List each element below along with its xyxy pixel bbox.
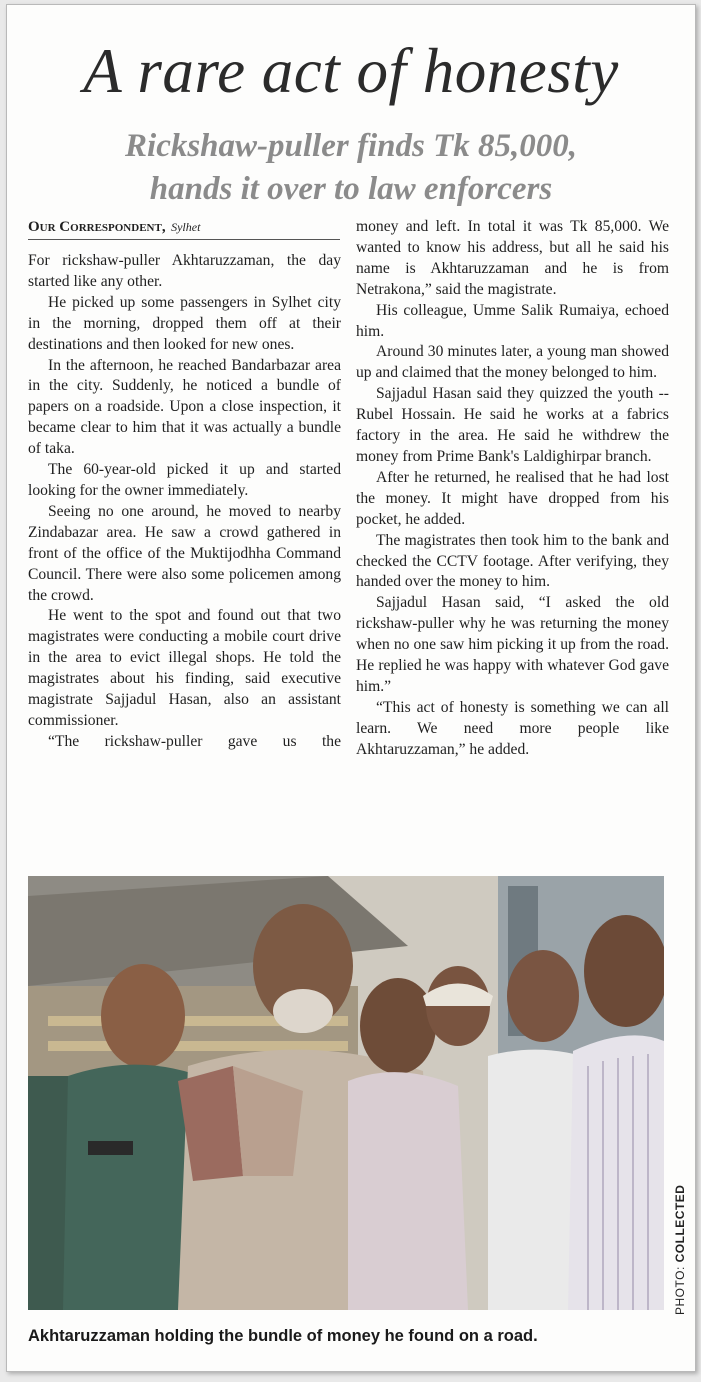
article-paragraph: His colleague, Umme Salik Rumaiya, echoed him.	[356, 301, 669, 340]
photo-caption: Akhtaruzzaman holding the bundle of money he found on a road.	[28, 1327, 538, 1345]
byline	[28, 217, 340, 240]
article-paragraph: Seeing no one around, he moved to nearby Zindabazar area. He saw a crowd gathered in front of the office of the Muktijodhha Command Council. There were also some policemen among the crowd.	[28, 502, 341, 604]
photo-illustration	[28, 876, 664, 1310]
article-paragraph: money and left. In total it was Tk 85,000. We wanted to know his address, but all he said his name is Akhtaruzzaman and he is from Netrakona,” said the magistrate.	[356, 218, 669, 298]
article-paragraph: “This act of honesty is something we can all learn. We need more people like Akhtaruzzaman,” he added.	[356, 698, 669, 758]
article-paragraph: He picked up some passengers in Sylhet city in the morning, dropped them off at their destinations and then looked for new ones.	[28, 293, 341, 353]
subheadline-line-1: Rickshaw-puller finds Tk 85,000,	[125, 128, 577, 164]
photo-credit	[673, 1185, 687, 1315]
article-paragraph: For rickshaw-puller Akhtaruzzaman, the day started like any other.	[28, 252, 341, 290]
article-paragraph: He went to the spot and found out that two magistrates were conducting a mobile court drive in the area to evict illegal shops. He told the magistrates about his finding, said executive magistrate Sajjadul Hasan, also an assistant commissioner.	[28, 607, 341, 729]
photo-credit-source: COLLECTED	[673, 1184, 687, 1263]
byline-location: Sylhet	[171, 220, 201, 234]
article-paragraph: The 60-year-old picked it up and started looking for the owner immediately.	[28, 461, 341, 499]
subheadline-line-2: hands it over to law enforcers	[149, 171, 553, 207]
byline-correspondent: Our Correspondent,	[28, 219, 166, 235]
newspaper-clipping	[6, 4, 696, 1372]
headline: A rare act of honesty	[83, 36, 619, 106]
article-paragraph: After he returned, he realised that he had lost the money. It might have dropped from his pocket, he added.	[356, 468, 669, 528]
article-paragraph: The magistrates then took him to the bank and checked the CCTV footage. After verifying, they handed over the money to him.	[356, 531, 669, 591]
article-paragraph: Sajjadul Hasan said, “I asked the old rickshaw-puller why he was returning the money when no one saw him picking it up from the road. He replied he was happy with whatever God gave him.”	[356, 594, 669, 695]
article-column-1	[28, 251, 341, 753]
article-paragraph: Sajjadul Hasan said they quizzed the youth -- Rubel Hossain. He said he works at a fabrics factory in the area. He said he withdrew the money from Prime Bank's Laldighirpar branch.	[356, 385, 669, 465]
article-paragraph: In the afternoon, he reached Bandarbazar area in the city. Suddenly, he noticed a bundle of papers on a roadside. Upon a close inspection, it became clear to him that it was actually a bundle of taka.	[28, 356, 341, 458]
article-paragraph: “The rickshaw-puller gave us the	[48, 732, 341, 750]
subheadline	[7, 125, 695, 211]
article-paragraph: Around 30 minutes later, a young man showed up and claimed that the money belonged to him.	[356, 343, 669, 382]
news-photo	[28, 876, 664, 1310]
article-column-2	[356, 217, 669, 761]
photo-credit-prefix: PHOTO:	[673, 1266, 687, 1315]
